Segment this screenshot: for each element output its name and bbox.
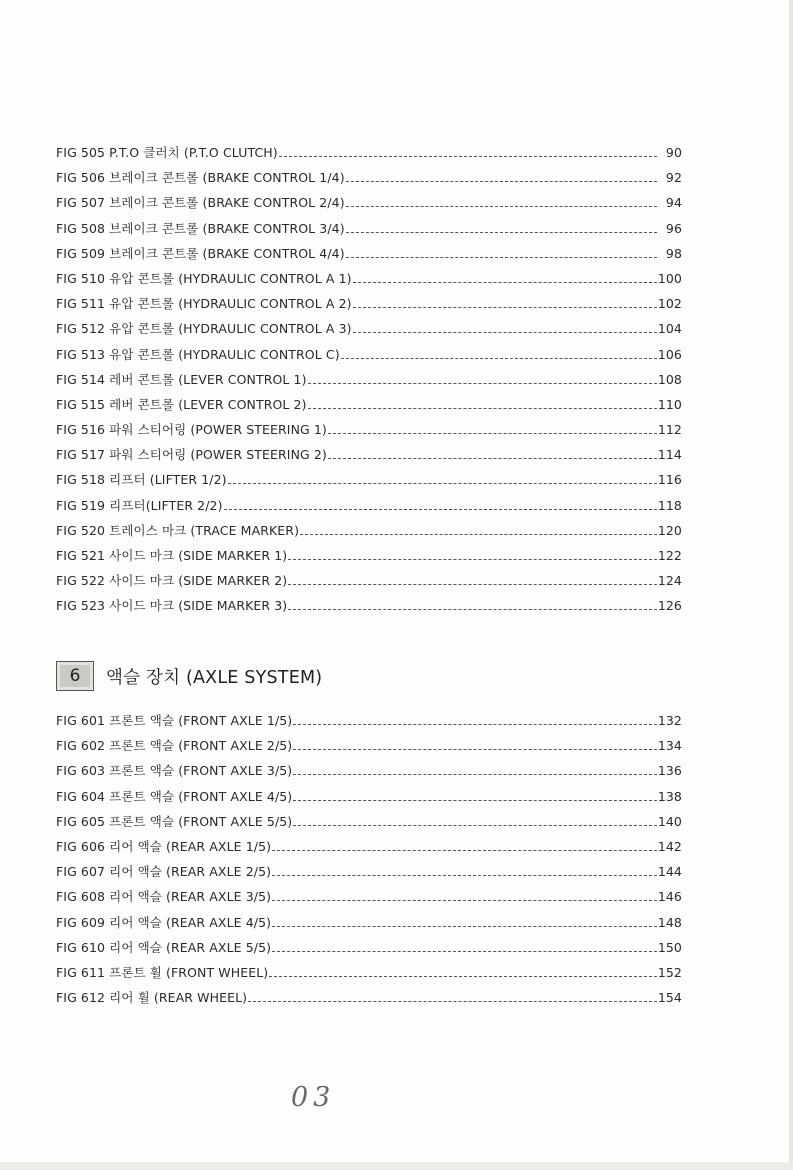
- toc-entry-page-number: 136: [657, 763, 682, 779]
- toc-entry-page-number: 132: [657, 713, 682, 728]
- toc-entry-page-number: 150: [657, 939, 682, 955]
- toc-entry: [56, 294, 682, 319]
- dotted-leader: [346, 224, 657, 233]
- toc-entry: [56, 711, 682, 736]
- dotted-leader: [228, 476, 657, 485]
- toc-section-6-list: [56, 711, 682, 1013]
- dotted-leader: [272, 842, 657, 851]
- toc-entry-label: FIG 601 프론트 액슬 (FRONT AXLE 1/5): [56, 713, 293, 728]
- toc-entry: [56, 143, 682, 168]
- toc-entry-page-number: 154: [657, 990, 682, 1006]
- dotted-leader: [279, 148, 657, 157]
- toc-entry-page-number: 152: [657, 964, 682, 980]
- dotted-leader: [272, 867, 657, 876]
- toc-entry-page-number: 118: [657, 497, 682, 513]
- toc-entry-page-number: 106: [657, 346, 682, 362]
- toc-entry-page-number: 140: [657, 813, 682, 829]
- toc-entry-label: FIG 523 사이드 마크 (SIDE MARKER 3): [56, 598, 288, 614]
- dotted-leader: [346, 173, 657, 182]
- toc-entry: [56, 736, 682, 761]
- toc-entry: [56, 395, 682, 420]
- toc-entry-label: FIG 517 파워 스티어링 (POWER STEERING 2): [56, 447, 327, 463]
- toc-entry-label: FIG 506 브레이크 콘트롤 (BRAKE CONTROL 1/4): [56, 170, 345, 186]
- toc-entry-label: FIG 512 유압 콘트롤 (HYDRAULIC CONTROL A 3): [56, 321, 352, 337]
- toc-entry-page-number: 134: [657, 738, 682, 754]
- toc-entry: [56, 445, 682, 470]
- toc-entry-page-number: 116: [657, 472, 682, 488]
- toc-entry: [56, 244, 682, 269]
- toc-entry-label: FIG 603 프론트 액슬 (FRONT AXLE 3/5): [56, 763, 293, 779]
- dotted-leader: [346, 199, 657, 208]
- toc-entry: [56, 345, 682, 370]
- toc-entry-label: FIG 509 브레이크 콘트롤 (BRAKE CONTROL 4/4): [56, 245, 345, 261]
- toc-entry-label: FIG 610 리어 액슬 (REAR AXLE 5/5): [56, 939, 272, 955]
- dotted-leader: [353, 299, 657, 308]
- dotted-leader: [288, 602, 657, 611]
- page-edge-bottom: [0, 1162, 793, 1170]
- toc-entry: [56, 938, 682, 963]
- toc-entry: [56, 837, 682, 862]
- toc-entry-page-number: 98: [665, 245, 682, 261]
- toc-entry-label: FIG 609 리어 액슬 (REAR AXLE 4/5): [56, 914, 272, 930]
- toc-entry: [56, 571, 682, 596]
- dotted-leader: [288, 576, 657, 585]
- toc-entry-label: FIG 516 파워 스티어링 (POWER STEERING 1): [56, 422, 327, 438]
- dotted-leader: [353, 274, 657, 283]
- dotted-leader: [300, 526, 657, 535]
- dotted-leader: [288, 551, 657, 560]
- dotted-leader: [272, 893, 657, 902]
- dotted-leader: [308, 400, 657, 409]
- toc-entry: [56, 787, 682, 812]
- dotted-leader: [248, 993, 657, 1002]
- toc-entry: [56, 420, 682, 445]
- section-title: 액슬 장치 (AXLE SYSTEM): [106, 667, 323, 688]
- dotted-leader: [353, 325, 657, 334]
- dotted-leader: [293, 716, 657, 725]
- toc-entry: [56, 168, 682, 193]
- toc-entry-label: FIG 605 프론트 액슬 (FRONT AXLE 5/5): [56, 813, 293, 829]
- dotted-leader: [293, 817, 657, 826]
- toc-entry-page-number: 102: [657, 296, 682, 312]
- toc-entry-page-number: 142: [657, 838, 682, 854]
- toc-entry-page-number: 124: [657, 573, 682, 589]
- toc-entry: [56, 470, 682, 495]
- toc-entry-label: FIG 510 유압 콘트롤 (HYDRAULIC CONTROL A 1): [56, 270, 352, 286]
- toc-entry-page-number: 112: [657, 422, 682, 438]
- page-edge-right: [789, 0, 793, 1170]
- dotted-leader: [224, 501, 657, 510]
- dotted-leader: [328, 451, 657, 460]
- toc-entry-page-number: 148: [657, 914, 682, 930]
- dotted-leader: [293, 792, 657, 801]
- toc-entry-page-number: 90: [665, 145, 682, 160]
- toc-entry: [56, 269, 682, 294]
- dotted-leader: [272, 918, 657, 927]
- toc-entry-label: FIG 511 유압 콘트롤 (HYDRAULIC CONTROL A 2): [56, 296, 352, 312]
- toc-entry-label: FIG 519 리프터(LIFTER 2/2): [56, 497, 223, 513]
- toc-entry-label: FIG 602 프론트 액슬 (FRONT AXLE 2/5): [56, 738, 293, 754]
- toc-entry-page-number: 110: [657, 396, 682, 412]
- toc-entry-label: FIG 608 리어 액슬 (REAR AXLE 3/5): [56, 889, 272, 905]
- toc-entry-label: FIG 606 리어 액슬 (REAR AXLE 1/5): [56, 838, 272, 854]
- toc-entry: [56, 319, 682, 344]
- toc-entry-page-number: 146: [657, 889, 682, 905]
- toc-entry: [56, 370, 682, 395]
- toc-entry-label: FIG 505 P.T.O 클러치 (P.T.O CLUTCH): [56, 145, 278, 160]
- toc-entry-page-number: 94: [665, 195, 682, 211]
- toc-entry-page-number: 92: [665, 170, 682, 186]
- toc-entry-page-number: 144: [657, 864, 682, 880]
- handwritten-page-note: 03: [291, 1082, 336, 1113]
- toc-entry: [56, 596, 682, 621]
- dotted-leader: [293, 741, 657, 750]
- toc-entry: [56, 193, 682, 218]
- toc-section-5-list: [56, 143, 682, 622]
- dotted-leader: [346, 249, 657, 258]
- toc-entry-page-number: 120: [657, 522, 682, 538]
- dotted-leader: [269, 968, 657, 977]
- toc-entry-label: FIG 521 사이드 마크 (SIDE MARKER 1): [56, 548, 288, 563]
- dotted-leader: [328, 425, 657, 434]
- toc-entry-label: FIG 514 레버 콘트롤 (LEVER CONTROL 1): [56, 371, 307, 387]
- dotted-leader: [308, 375, 657, 384]
- toc-entry-label: FIG 611 프론트 휠 (FRONT WHEEL): [56, 964, 269, 980]
- toc-entry-page-number: 122: [657, 548, 682, 563]
- toc-entry-label: FIG 507 브레이크 콘트롤 (BRAKE CONTROL 2/4): [56, 195, 345, 211]
- toc-entry-page-number: 138: [657, 788, 682, 804]
- toc-entry-label: FIG 508 브레이크 콘트롤 (BRAKE CONTROL 3/4): [56, 220, 345, 236]
- toc-entry-label: FIG 604 프론트 액슬 (FRONT AXLE 4/5): [56, 788, 293, 804]
- toc-entry: [56, 761, 682, 786]
- toc-entry: [56, 913, 682, 938]
- toc-entry-label: FIG 612 리어 휠 (REAR WHEEL): [56, 990, 248, 1006]
- toc-entry: [56, 887, 682, 912]
- toc-entry-label: FIG 518 리프터 (LIFTER 1/2): [56, 472, 227, 488]
- section-6-heading: [56, 661, 322, 691]
- toc-entry: [56, 862, 682, 887]
- section-number-badge: 6: [56, 661, 94, 691]
- toc-entry-label: FIG 520 트레이스 마크 (TRACE MARKER): [56, 522, 300, 538]
- dotted-leader: [293, 767, 657, 776]
- toc-entry: [56, 219, 682, 244]
- toc-entry: [56, 988, 682, 1013]
- toc-entry: [56, 496, 682, 521]
- toc-entry-label: FIG 513 유압 콘트롤 (HYDRAULIC CONTROL C): [56, 346, 340, 362]
- toc-entry: [56, 963, 682, 988]
- toc-entry-page-number: 96: [665, 220, 682, 236]
- dotted-leader: [341, 350, 657, 359]
- toc-entry-page-number: 104: [657, 321, 682, 337]
- toc-entry-page-number: 114: [657, 447, 682, 463]
- toc-entry-label: FIG 607 리어 액슬 (REAR AXLE 2/5): [56, 864, 272, 880]
- toc-entry-page-number: 108: [657, 371, 682, 387]
- toc-entry: [56, 521, 682, 546]
- dotted-leader: [272, 943, 657, 952]
- toc-entry-page-number: 126: [657, 598, 682, 614]
- toc-entry-page-number: 100: [657, 270, 682, 286]
- toc-entry-label: FIG 522 사이드 마크 (SIDE MARKER 2): [56, 573, 288, 589]
- toc-entry-label: FIG 515 레버 콘트롤 (LEVER CONTROL 2): [56, 396, 307, 412]
- toc-entry: [56, 812, 682, 837]
- toc-entry: [56, 546, 682, 571]
